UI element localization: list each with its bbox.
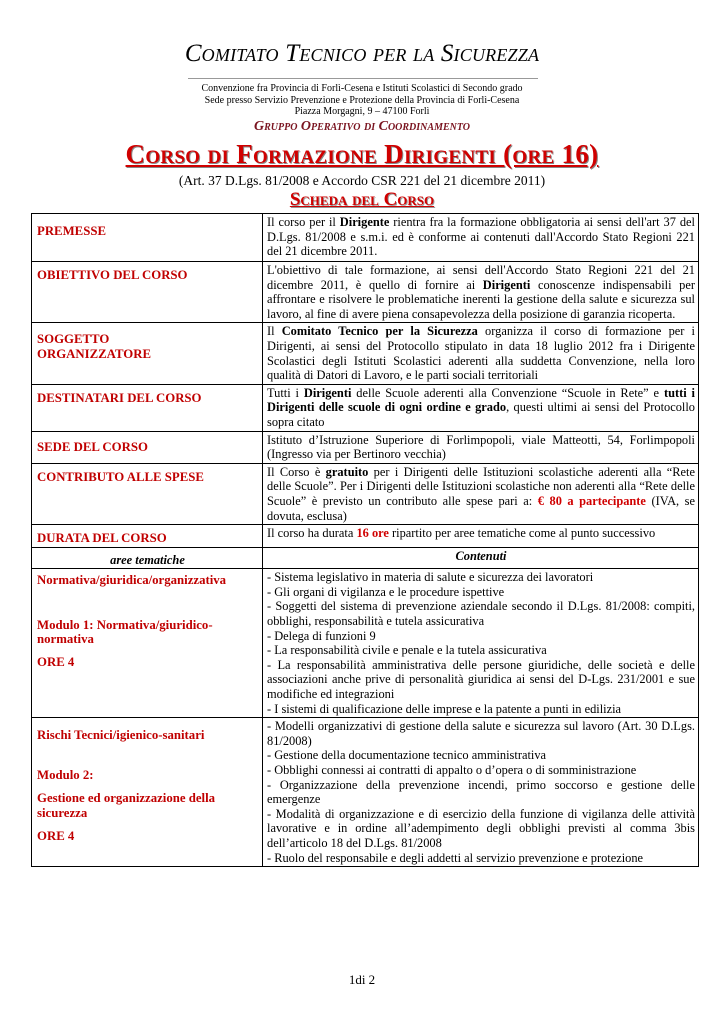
bold-text: Dirigenti xyxy=(303,385,352,400)
module-title: Modulo 2: xyxy=(37,767,94,782)
content-item: - Modelli organizzativi di gestione della salute e sicurezza sul lavoro (Art. 30 D.Lgs. 81/2008) xyxy=(267,719,695,748)
row-content xyxy=(263,525,699,548)
course-sheet-title: Scheda del Corso xyxy=(289,189,435,210)
header-areas: aree tematiche xyxy=(32,547,263,569)
text-span: Il corso ha durata xyxy=(267,526,357,541)
content-item: - Modalità di organizzazione e di esercizio della funzione di vigilanza delle attività lavorative e in ordine all’adempimento degli obblighi previsti al comma 3bis dell’articolo 18 del D.Lgs. 81/2008 xyxy=(267,806,695,850)
row-content xyxy=(263,262,699,323)
bold-text: tutti i Dirigenti delle scuole di ogni ordine e grado xyxy=(267,385,695,415)
table-row xyxy=(32,431,699,463)
area-title: Rischi Tecnici/igienico-sanitari xyxy=(37,728,205,743)
content-item: - Delega di funzioni 9 xyxy=(267,628,376,643)
content-item: - La responsabilità civile e penale e la tutela assicurativa xyxy=(267,643,547,658)
table-row xyxy=(32,569,699,718)
text-span: L'obiettivo di tale formazione, ai sensi dell'Accordo Stato Regioni 221 del 21 dicembre 2011, è quello di fornire ai xyxy=(267,263,695,292)
text-span: , questi ultimi ai sensi del Protocollo sopra citato xyxy=(267,400,696,429)
row-label: PREMESSE xyxy=(32,214,263,262)
convention-info xyxy=(0,83,724,118)
row-content: Istituto d’Istruzione Superiore di Forlimpopoli, viale Matteotti, 54, Forlimpopoli (Ingresso via per Bertinoro vecchia) xyxy=(263,431,699,463)
table-row xyxy=(32,262,699,323)
area-title: Normativa/giuridica/organizzativa xyxy=(37,573,227,588)
group-title: Gruppo Operativo di Coordinamento xyxy=(253,119,470,134)
module-subtitle: Gestione ed organizzazione della sicurezza xyxy=(37,791,216,820)
table-row xyxy=(32,323,699,384)
price-highlight: € 80 a partecipante xyxy=(537,493,646,508)
table-row xyxy=(32,463,699,524)
row-label: CONTRIBUTO ALLE SPESE xyxy=(32,463,263,524)
text-span: rientra fra la formazione obbligatoria ai sensi dell'art 37 del D.Lgs. 81/2008 e s.m.i. ed è conforme ai contenuti dall'Accordo Stato Regioni 221 del 21 dicembre 2011. xyxy=(267,215,695,259)
module-label xyxy=(32,569,263,718)
convention-line: Convenzione fra Provincia di Forlì-Cesena e Istituti Scolastici di Secondo grado xyxy=(201,83,523,94)
row-label xyxy=(32,323,263,384)
content-item: - I sistemi di qualificazione delle imprese e la patente a punti in edilizia xyxy=(267,701,622,716)
table-row xyxy=(32,718,699,867)
text-span: Tutti i xyxy=(267,385,304,400)
bold-text: Dirigente xyxy=(339,215,390,229)
text-span: per i Dirigenti delle Istituzioni scolastiche aderenti alla “Rete delle Scuole”. Per i Dirigenti delle Istituzioni scolastiche non aderenti alla “Rete delle Scuole” è previsto un contributo alle spese pari a: xyxy=(267,464,695,508)
row-content xyxy=(263,214,699,262)
module-hours: ORE 4 xyxy=(37,828,75,843)
text-span: ripartito per aree tematiche come al punto successivo xyxy=(388,526,656,541)
module-contents xyxy=(263,569,699,718)
label-line: SOGGETTO xyxy=(37,332,110,347)
content-item: - Gli organi di vigilanza e le procedure ispettive xyxy=(267,584,505,599)
text-span: organizza il corso di formazione per i Dirigenti, ai sensi del Protocollo stipulato in data 18 luglio 2012 fra i Dirigente Scolastici degli Istituti Scolastici aderenti alla suddetta Convenzione, nella loro qualità di Datori di Lavoro, e le parti sociali territoriali xyxy=(267,324,695,383)
convention-line: Sede presso Servizio Prevenzione e Protezione della Provincia di Forlì-Cesena xyxy=(204,94,520,106)
text-span: conoscenze indispensabili per affrontare e risolvere le problematiche inerenti la gestione della salute e sicurezza sul lavoro, al fine di avere piena consapevolezza della posizione di garanzia ricoperta. xyxy=(267,277,695,321)
table-row xyxy=(32,214,699,262)
module-contents xyxy=(263,718,699,867)
text-span: (IVA, se dovuta, esclusa) xyxy=(267,493,695,523)
bold-text: gratuito xyxy=(325,464,369,479)
content-item: - Obblighi connessi ai contratti di appalto o d’opera o di somministrazione xyxy=(267,763,637,777)
module-label xyxy=(32,718,263,867)
content-item: - Ruolo del responsabile e degli addetti al servizio prevenzione e protezione xyxy=(267,850,644,865)
module-title: Modulo 1: Normativa/giuridico-normativa xyxy=(37,617,213,647)
row-content xyxy=(263,384,699,431)
row-label: DESTINATARI DEL CORSO xyxy=(32,384,263,431)
bold-text: Comitato Tecnico per la Sicurezza xyxy=(281,324,478,339)
content-item: - Soggetti del sistema di prevenzione aziendale secondo il D.Lgs. 81/2008: compiti, obblighi, responsabilità e tutela assicurativa xyxy=(267,599,695,629)
content-item: - Organizzazione della prevenzione incendi, primo soccorso e gestione delle emergenze xyxy=(267,777,695,807)
bold-text: Dirigenti xyxy=(482,277,531,292)
table-row xyxy=(32,384,699,431)
text-span: Il xyxy=(267,324,282,339)
content-item: - Gestione della documentazione tecnico amministrativa xyxy=(267,748,547,763)
table-header-row xyxy=(32,547,699,569)
module-hours: ORE 4 xyxy=(37,655,75,670)
header-contents: Contenuti xyxy=(263,547,699,569)
row-content xyxy=(263,463,699,524)
legal-reference: (Art. 37 D.Lgs. 81/2008 e Accordo CSR 221 del 21 dicembre 2011) xyxy=(178,173,546,188)
label-line: ORGANIZZATORE xyxy=(37,346,152,361)
row-label: SEDE DEL CORSO xyxy=(32,431,263,463)
header-divider xyxy=(188,78,538,79)
row-label: DURATA DEL CORSO xyxy=(32,525,263,548)
hours-highlight: 16 ore xyxy=(356,526,389,541)
row-label: OBIETTIVO DEL CORSO xyxy=(32,262,263,323)
course-title: Corso di Formazione Dirigenti (ore 16) xyxy=(125,139,599,169)
text-span: delle Scuole aderenti alla Convenzione “Scuole in Rete” e xyxy=(351,385,664,400)
course-table xyxy=(31,213,699,867)
table-row xyxy=(32,525,699,548)
content-item: - La responsabilità amministrativa delle persone giuridiche, delle società e delle associazioni anche prive di personalità giuridica ai sensi del D-Lgs. 231/2001 e sue modifiche ed integrazioni xyxy=(267,657,695,702)
page-number: 1di 2 xyxy=(348,972,376,987)
row-content xyxy=(263,323,699,384)
content-item: - Sistema legislativo in materia di salute e sicurezza dei lavoratori xyxy=(267,570,594,585)
convention-line: Piazza Morgagni, 9 – 47100 Forlì xyxy=(294,106,430,117)
committee-title: Comitato Tecnico per la Sicurezza xyxy=(184,40,540,67)
text-span: Il corso per il xyxy=(267,215,340,229)
text-span: Il Corso è xyxy=(267,464,326,479)
